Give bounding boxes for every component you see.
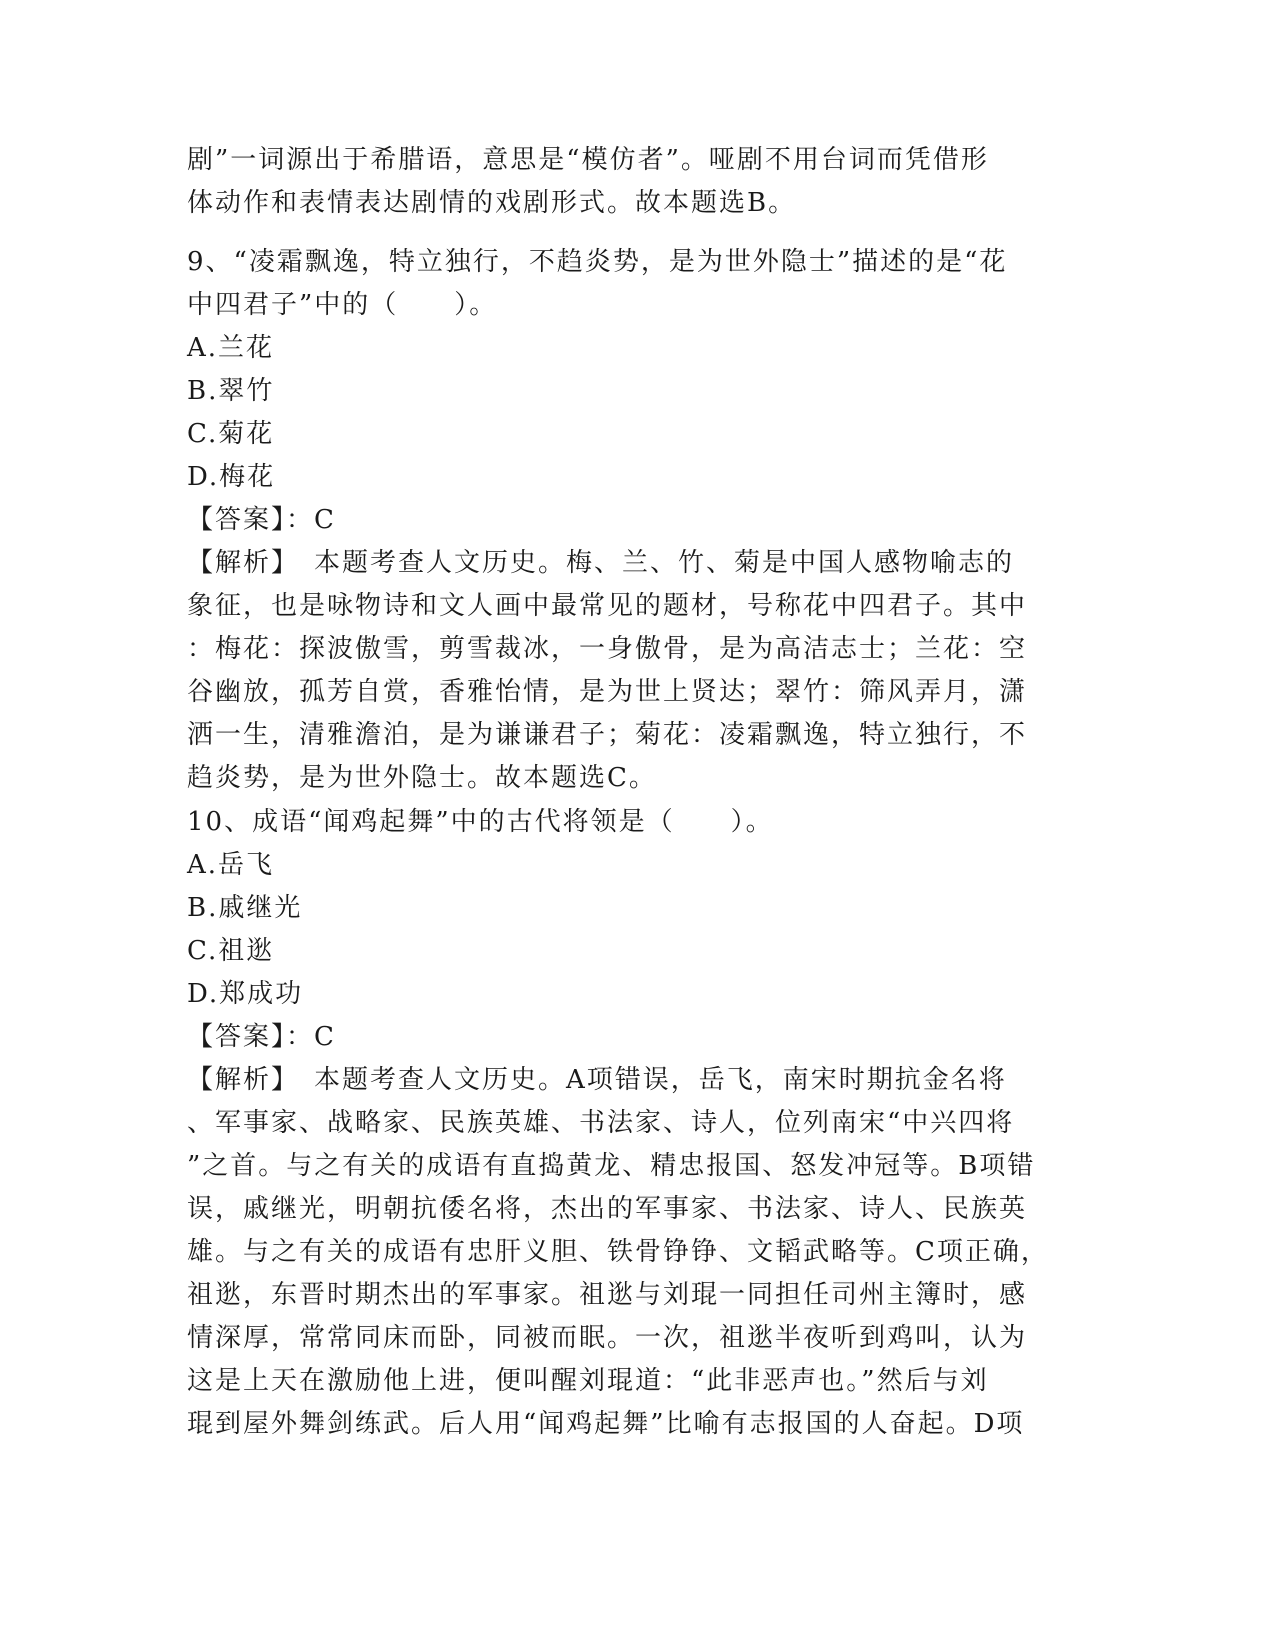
analysis-line: 琨到屋外舞剑练武。后人用“闻鸡起舞”比喻有志报国的人奋起。D项: [187, 1409, 1025, 1439]
option-a: A.兰花: [187, 333, 275, 363]
option-c: C.祖逖: [187, 936, 275, 966]
previous-analysis-continuation: [187, 139, 1087, 225]
option-a: A.岳飞: [187, 850, 275, 880]
analysis-line: 谷幽放，孤芳自赏，香雅怡情，是为世上贤达；翠竹：筛风弄月，潇: [187, 677, 1028, 707]
analysis-line: 误，戚继光，明朝抗倭名将，杰出的军事家、书法家、诗人、民族英: [187, 1194, 1028, 1224]
analysis-line: 象征，也是咏物诗和文人画中最常见的题材，号称花中四君子。其中: [187, 591, 1028, 621]
option-b: B.翠竹: [187, 376, 275, 406]
analysis-line: ：梅花：探波傲雪，剪雪裁冰，一身傲骨，是为高洁志士；兰花：空: [187, 634, 1028, 664]
analysis-line: 雄。与之有关的成语有忠肝义胆、铁骨铮铮、文韬武略等。C项正确，: [187, 1237, 1049, 1267]
analysis-line: 情深厚，常常同床而卧，同被而眠。一次，祖逖半夜听到鸡叫，认为: [187, 1323, 1028, 1353]
text-line: 体动作和表情表达剧情的戏剧形式。故本题选B。: [187, 188, 797, 218]
analysis-line: 这是上天在激励他上进，便叫醒刘琨道：“此非恶声也。”然后与刘: [187, 1366, 989, 1396]
question-stem-line: 9、“凌霜飘逸，特立独行，不趋炎势，是为世外隐士”描述的是“花: [187, 247, 1008, 277]
option-d: D.梅花: [187, 462, 276, 492]
text-line: 剧”一词源出于希腊语，意思是“模仿者”。哑剧不用台词而凭借形: [187, 145, 989, 175]
analysis-line: 【解析】 本题考查人文历史。A项错误，岳飞，南宋时期抗金名将: [187, 1065, 1007, 1095]
analysis-line: 、军事家、战略家、民族英雄、书法家、诗人，位列南宋“中兴四将: [187, 1108, 1015, 1138]
analysis-line: 趋炎势，是为世外隐士。故本题选C。: [187, 763, 657, 793]
option-d: D.郑成功: [187, 979, 304, 1009]
question-9: [187, 241, 1087, 800]
question-10: [187, 801, 1087, 1446]
question-stem-line: 10、成语“闻鸡起舞”中的古代将领是（ ）。: [187, 807, 774, 837]
analysis-line: 洒一生，清雅澹泊，是为谦谦君子；菊花：凌霜飘逸，特立独行，不: [187, 720, 1028, 750]
answer-line: 【答案】：C: [187, 1022, 336, 1052]
analysis-line: 【解析】 本题考查人文历史。梅、兰、竹、菊是中国人感物喻志的: [187, 548, 1015, 578]
option-b: B.戚继光: [187, 893, 303, 923]
analysis-line: 祖逖，东晋时期杰出的军事家。祖逖与刘琨一同担任司州主簿时，感: [187, 1280, 1028, 1310]
question-stem-line: 中四君子”中的（ ）。: [187, 290, 498, 320]
analysis-line: ”之首。与之有关的成语有直捣黄龙、精忠报国、怒发冲冠等。B项错: [187, 1151, 1036, 1181]
option-c: C.菊花: [187, 419, 275, 449]
answer-line: 【答案】：C: [187, 505, 336, 535]
